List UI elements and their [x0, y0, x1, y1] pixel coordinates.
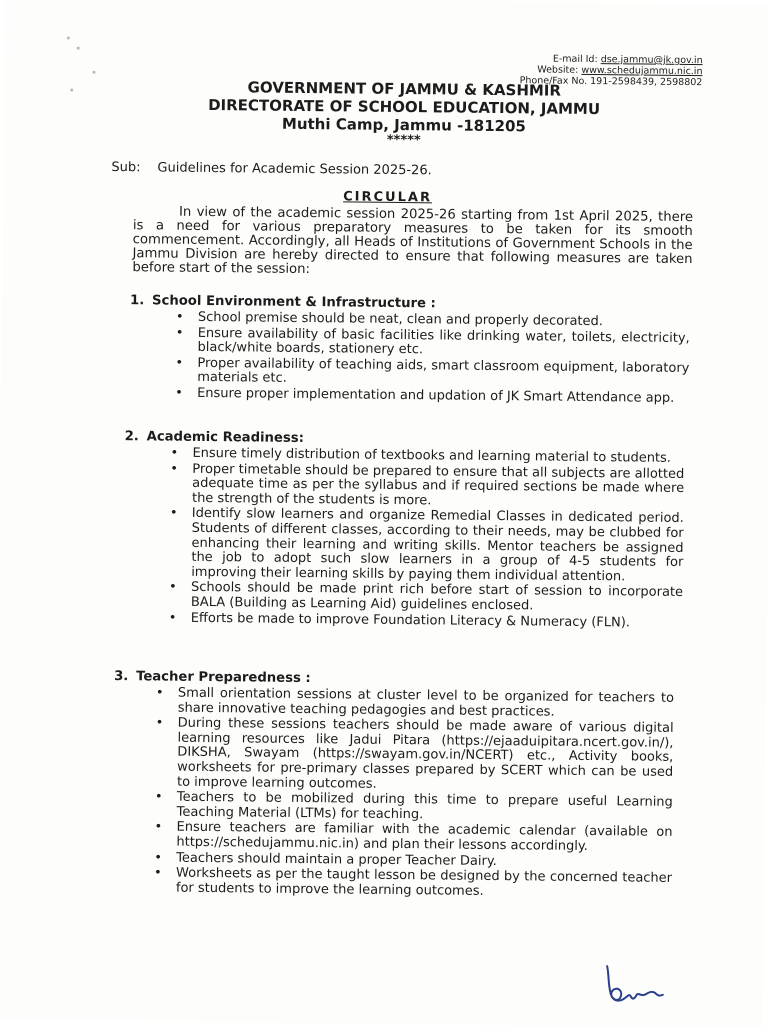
item-text: Schools should be made print rich before start of session to incorporate BALA (Building as Learning Aid) guidelines enclosed. [190, 580, 684, 614]
header-stars: ***** [386, 132, 421, 149]
item-text: During these sessions teachers should be made aware of various digital learning resources like Jadui Pitara (https://ejaaduipitara.ncert.gov.in/), DIKSHA, Swayam (https://swayam.gov.in/NCERT) etc., Activity books, worksheets for pre-primary classes prepared by SCERT which can be used to improve learning outcomes. [176, 715, 674, 792]
bullet-icon: • [170, 461, 179, 477]
scan-speck [67, 36, 70, 39]
scan-speck [70, 89, 73, 92]
scan-speck [92, 71, 95, 74]
website-link[interactable]: www.schedujammu.nic.in [581, 64, 703, 78]
list-item [153, 717, 674, 795]
bullet-icon: • [175, 385, 183, 401]
bullet-list [152, 686, 674, 901]
bullet-icon: • [154, 849, 162, 866]
bullet-icon: • [175, 325, 184, 341]
bullet-icon: • [175, 309, 184, 325]
subject-line [111, 160, 431, 178]
bullet-icon: • [155, 685, 164, 701]
letterhead [154, 77, 655, 150]
bullet-icon: • [155, 715, 164, 731]
section-teacher-preparedness [112, 669, 674, 902]
list-item [167, 507, 684, 585]
item-text: Ensure timely distribution of textbooks and learning material to students. [192, 445, 672, 466]
item-text: Small orientation sessions at cluster level to be organized for teachers to share innovative teaching pedagogies and best practices. [177, 685, 675, 720]
list-item [173, 387, 689, 407]
government-name: GOVERNMENT OF JAMMU & KASHMIR [247, 78, 562, 100]
section-school-environment [129, 293, 690, 407]
bullet-icon: • [154, 819, 163, 835]
subject-text: Guidelines for Academic Session 2025-26. [157, 160, 432, 179]
bullet-icon: • [170, 445, 179, 461]
signature-mark [599, 962, 669, 1009]
section-title: Academic Readiness: [146, 429, 304, 446]
scan-speck [77, 47, 80, 50]
bullet-icon: • [154, 789, 163, 805]
section-number: 1. [129, 293, 145, 309]
item-text: Efforts be made to improve Foundation Literacy & Numeracy (FLN). [190, 610, 631, 630]
bullet-icon: • [175, 355, 184, 371]
item-text: School premise should be neat, clean and properly decorated. [197, 309, 604, 330]
directorate-name: DIRECTORATE OF SCHOOL EDUCATION, JAMMU [208, 95, 601, 119]
section-academic-readiness [123, 429, 685, 632]
section-title: Teacher Preparedness : [136, 669, 311, 687]
bullet-icon: • [168, 610, 177, 626]
section-number: 3. [114, 669, 129, 685]
circular-title: CIRCULAR [343, 189, 433, 206]
item-text: Proper timetable should be prepared to ensure that all subjects are allotted adequate time as per the syllabus and if required sections be made where the strength of the students is more. [191, 461, 685, 509]
intro-paragraph: In view of the academic session 2025-26 starting from 1st April 2025, there is a need for various preparatory measures to be taken for its smooth commencement. Accordingly, all Heads of Institutions of Government Schools in the Jammu Division are hereby directed to ensure that following measures are taken before start of the session: [132, 204, 694, 278]
section-number: 2. [124, 429, 139, 445]
bullet-icon: • [169, 505, 178, 522]
bullet-icon: • [168, 579, 177, 596]
item-text: Ensure proper implementation and updation of JK Smart Attendance app. [197, 385, 675, 406]
list-item [168, 462, 684, 511]
list-item [152, 867, 672, 902]
item-text: Ensure teachers are familiar with the academic calendar (available on https://schedujammu.nic.in) and plan their lessons accordingly. [176, 820, 673, 854]
email-label: E-mail Id: [552, 53, 598, 66]
phone-fax: Phone/Fax No. 191-2598439, 2598802 [519, 75, 703, 89]
section-title: School Environment & Infrastructure : [151, 293, 436, 312]
bullet-list [173, 311, 690, 407]
item-text: Ensure availability of basic facilities like drinking water, toilets, electricity, black/white boards, stationery etc. [197, 325, 690, 358]
bullet-icon: • [154, 865, 162, 881]
item-text: Teachers to be mobilized during this time to prepare useful Learning Teaching Material (LTMs) for teaching. [176, 789, 673, 823]
list-item [167, 611, 683, 631]
item-text: Identify slow learners and organize Remedial Classes in dedicated period. Students of different classes, according to their needs, may be clubbed for enhancing their learning and writing skills. Mentor teachers be assigned the job to adopt such slow learners in a group of 4-5 students for improving their learning skills by paying them individual attention. [191, 506, 684, 585]
email-link[interactable]: dse.jammu@jk.gov.in [600, 54, 703, 67]
item-text: Worksheets as per the taught lesson be designed by the concerned teacher for students to improve the learning outcomes. [175, 865, 673, 899]
office-address: Muthi Camp, Jammu -181205 [281, 114, 526, 136]
bullet-list [167, 447, 685, 632]
item-text: Proper availability of teaching aids, smart classroom equipment, laboratory materials etc. [197, 355, 690, 387]
subject-label: Sub: [111, 159, 141, 176]
website-label: Website: [537, 64, 579, 76]
item-text: Teachers should maintain a proper Teacher Dairy. [176, 850, 497, 869]
